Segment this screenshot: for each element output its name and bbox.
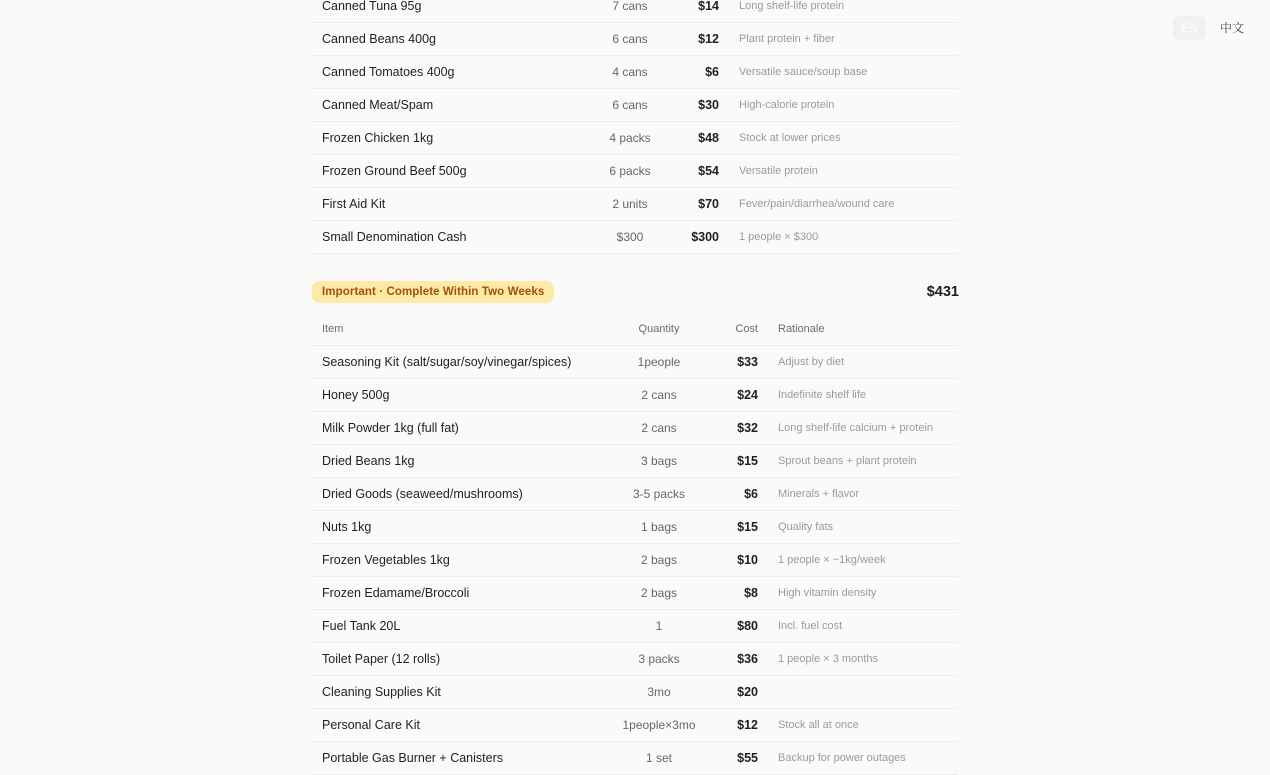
important-items-table — [312, 313, 958, 775]
item-rationale: 1 people × $300 — [739, 231, 819, 243]
table-row — [312, 221, 958, 254]
table-header — [312, 313, 958, 346]
item-rationale: Long shelf-life protein — [739, 0, 845, 12]
item-quantity: 1 — [655, 619, 663, 633]
table-row — [312, 610, 958, 643]
item-rationale: Stock at lower prices — [739, 132, 841, 144]
item-rationale: Plant protein + fiber — [739, 33, 835, 45]
item-name: Canned Tomatoes 400g — [322, 65, 455, 79]
table-row — [312, 188, 958, 221]
item-rationale: Incl. fuel cost — [778, 620, 843, 632]
section-total: $431 — [926, 284, 959, 300]
item-rationale: Versatile sauce/soup base — [739, 66, 868, 78]
item-name: Milk Powder 1kg (full fat) — [322, 421, 459, 435]
item-name: Frozen Edamame/Broccoli — [322, 586, 470, 600]
item-quantity: 2 bags — [640, 586, 678, 600]
table-row — [312, 544, 958, 577]
lang-zh-button[interactable]: 中文 — [1219, 21, 1244, 35]
table-row — [312, 445, 958, 478]
item-quantity: 1 bags — [640, 520, 678, 534]
item-name: Canned Tuna 95g — [322, 0, 422, 13]
table-row — [312, 89, 958, 122]
item-rationale: Quality fats — [778, 521, 834, 533]
item-rationale: Adjust by diet — [778, 356, 845, 368]
item-rationale: 1 people × 3 months — [778, 653, 878, 665]
item-quantity: 2 cans — [641, 421, 677, 435]
item-rationale: 1 people × ~1kg/week — [778, 554, 886, 566]
header-rationale: Rationale — [778, 323, 825, 335]
item-quantity: 1people×3mo — [622, 718, 696, 732]
item-rationale: High-calorie protein — [739, 99, 835, 111]
item-quantity: 2 units — [612, 197, 648, 211]
item-quantity: 6 cans — [612, 98, 648, 112]
item-quantity: $300 — [616, 230, 644, 244]
table-row — [312, 379, 958, 412]
item-quantity: 2 cans — [641, 388, 677, 402]
item-name: Cleaning Supplies Kit — [322, 685, 441, 699]
essential-items-table — [312, 0, 958, 254]
table-row — [312, 122, 958, 155]
item-rationale: Minerals + flavor — [778, 488, 860, 500]
item-rationale: Versatile protein — [739, 165, 818, 177]
item-name: Nuts 1kg — [322, 520, 372, 534]
item-quantity: 6 cans — [612, 32, 648, 46]
table-row — [312, 676, 958, 709]
table-row — [312, 478, 958, 511]
item-cost: $15 — [737, 454, 758, 468]
item-name: Toilet Paper (12 rolls) — [322, 652, 441, 666]
item-rationale: Backup for power outages — [778, 752, 906, 764]
item-cost: $70 — [698, 197, 719, 211]
table-row — [312, 643, 958, 676]
item-name: Frozen Vegetables 1kg — [322, 553, 450, 567]
item-cost: $48 — [698, 131, 719, 145]
item-name: Dried Goods (seaweed/mushrooms) — [322, 487, 523, 501]
item-cost: $8 — [744, 586, 758, 600]
table-row — [312, 709, 958, 742]
item-name: Small Denomination Cash — [322, 230, 467, 244]
item-quantity: 1 set — [645, 751, 672, 765]
item-rationale: High vitamin density — [778, 587, 877, 599]
item-cost: $6 — [705, 65, 719, 79]
item-name: First Aid Kit — [322, 197, 386, 211]
item-quantity: 7 cans — [612, 0, 648, 13]
table-row — [312, 56, 958, 89]
header-item: Item — [322, 323, 344, 335]
table-row — [312, 346, 958, 379]
language-switcher — [1173, 16, 1252, 40]
table-row — [312, 511, 958, 544]
item-name: Frozen Ground Beef 500g — [322, 164, 467, 178]
table-row — [312, 412, 958, 445]
table-row — [312, 0, 958, 23]
item-quantity: 6 packs — [609, 164, 651, 178]
item-name: Fuel Tank 20L — [322, 619, 401, 633]
item-cost: $30 — [698, 98, 719, 112]
table-row — [312, 742, 958, 775]
item-cost: $24 — [737, 388, 758, 402]
header-cost: Cost — [735, 323, 758, 335]
item-quantity: 4 packs — [609, 131, 651, 145]
item-quantity: 3mo — [647, 685, 671, 699]
item-name: Honey 500g — [322, 388, 390, 402]
item-name: Dried Beans 1kg — [322, 454, 415, 468]
item-cost: $6 — [744, 487, 758, 501]
item-cost: $54 — [698, 164, 719, 178]
table-row — [312, 23, 958, 56]
item-cost: $14 — [698, 0, 719, 13]
item-cost: $33 — [737, 355, 758, 369]
item-rationale: Fever/pain/diarrhea/wound care — [739, 198, 895, 210]
item-cost: $36 — [737, 652, 758, 666]
item-cost: $55 — [737, 751, 758, 765]
item-quantity: 3 packs — [638, 652, 680, 666]
item-quantity: 4 cans — [612, 65, 648, 79]
item-quantity: 1people — [637, 355, 681, 369]
item-rationale: Indefinite shelf life — [778, 389, 867, 401]
important-section-header — [312, 280, 959, 304]
item-quantity: 3 bags — [640, 454, 678, 468]
item-name: Frozen Chicken 1kg — [322, 131, 434, 145]
item-cost: $80 — [737, 619, 758, 633]
item-name: Canned Meat/Spam — [322, 98, 434, 112]
item-cost: $10 — [737, 553, 758, 567]
item-cost: $300 — [691, 230, 719, 244]
item-cost: $12 — [737, 718, 758, 732]
item-cost: $12 — [698, 32, 719, 46]
item-rationale: Sprout beans + plant protein — [778, 455, 917, 467]
item-rationale: Stock all at once — [778, 719, 859, 731]
table-row — [312, 155, 958, 188]
header-quantity: Quantity — [638, 323, 680, 335]
item-rationale: Long shelf-life calcium + protein — [778, 422, 933, 434]
item-quantity: 2 bags — [640, 553, 678, 567]
item-cost: $20 — [737, 685, 758, 699]
lang-en-button[interactable]: EN — [1173, 16, 1206, 40]
item-name: Portable Gas Burner + Canisters — [322, 751, 503, 765]
item-cost: $15 — [737, 520, 758, 534]
item-name: Seasoning Kit (salt/sugar/soy/vinegar/spices) — [322, 355, 572, 369]
item-name: Canned Beans 400g — [322, 32, 436, 46]
priority-badge: Important · Complete Within Two Weeks — [312, 281, 554, 303]
item-quantity: 3-5 packs — [632, 487, 686, 501]
item-cost: $32 — [737, 421, 758, 435]
table-row — [312, 577, 958, 610]
item-name: Personal Care Kit — [322, 718, 420, 732]
